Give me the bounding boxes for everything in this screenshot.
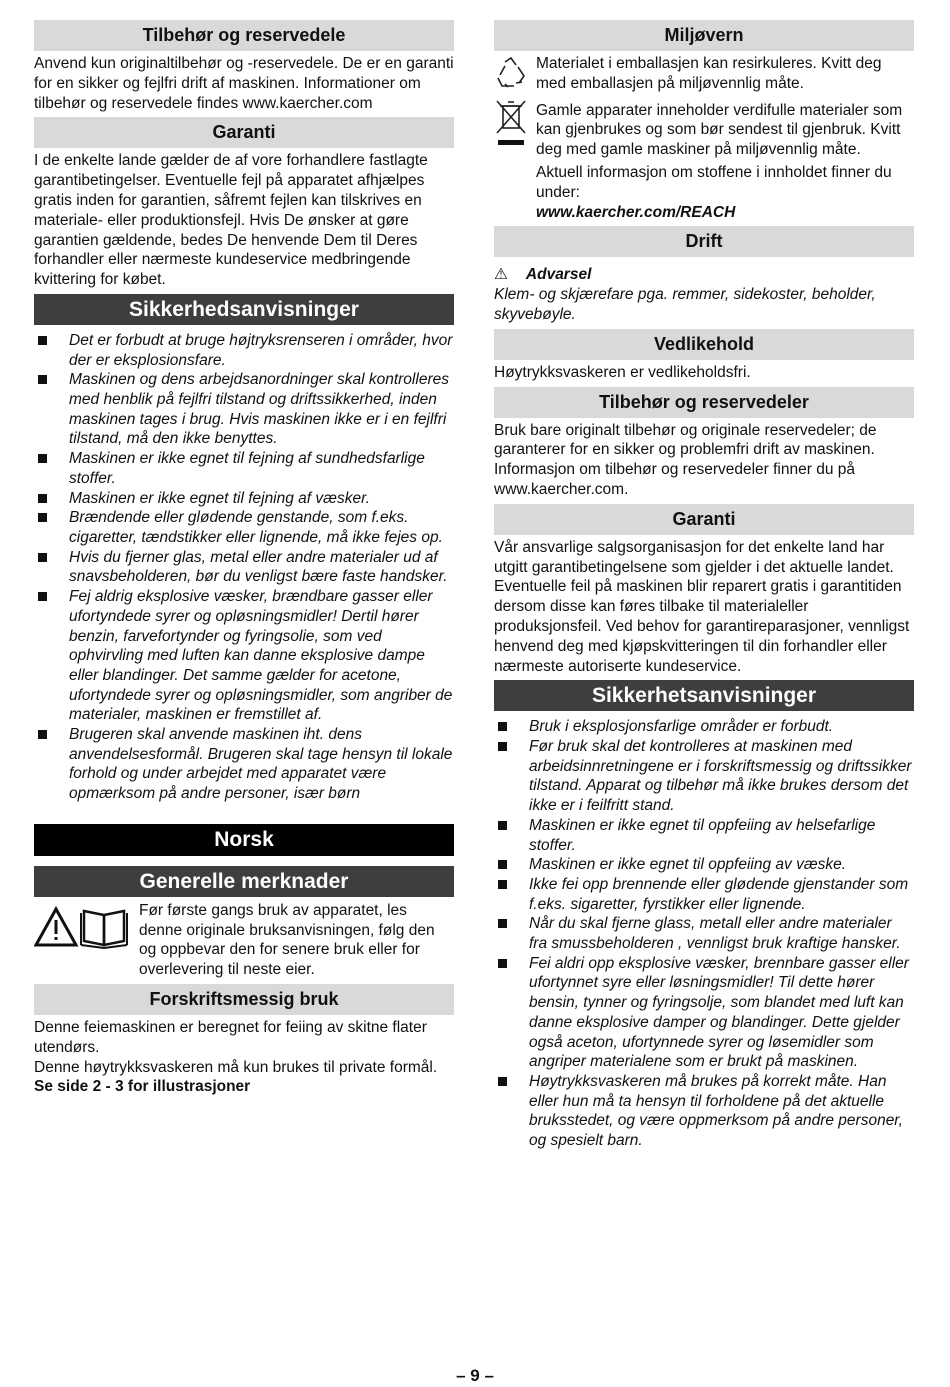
list-item: Hvis du fjerner glas, metal eller andre materialer ud af snavsbeholderen, bør du venligst bære faste handsker. bbox=[34, 548, 454, 587]
right-column bbox=[494, 20, 914, 1157]
section-title: Tilbehør og reservedeler bbox=[494, 387, 914, 418]
bullet-icon bbox=[498, 722, 507, 731]
list-item: Maskinen er ikke egnet til oppfeiing av helsefarlige stoffer. bbox=[494, 816, 914, 855]
left-column bbox=[34, 20, 454, 1097]
bullet-icon bbox=[38, 336, 47, 345]
bullet-icon bbox=[38, 375, 47, 384]
section-title: Garanti bbox=[494, 504, 914, 535]
list-item: Høytrykksvaskeren må brukes på korrekt måte. Han eller hun må ta hensyn til forholdene på det aktuelle bruksstedet, og være oppmerksom på andre personer, og spesielt barn. bbox=[494, 1072, 914, 1151]
section-title: Garanti bbox=[34, 117, 454, 148]
disposal-row bbox=[494, 98, 914, 227]
bullet-icon bbox=[498, 1077, 507, 1086]
section-title: Miljøvern bbox=[494, 20, 914, 51]
section-text: Gamle apparater inneholder verdifulle materialer som kan gjenbrukes og som bør sendest til gjenbruk. Kvitt deg med gamle maskiner på miljøvennlig måte. bbox=[536, 101, 903, 159]
bullet-icon bbox=[498, 959, 507, 968]
list-item: Brugeren skal anvende maskinen iht. dens anvendelsesformål. Brugeren skal tage hensyn til lokale forhold og under arbejdet med apparatet være opmærksom på andre personer, især børn bbox=[34, 725, 454, 804]
bullet-icon bbox=[38, 730, 47, 739]
section-text: Høytrykksvaskeren er vedlikeholdsfri. bbox=[494, 363, 751, 381]
warning-icon: ⚠ bbox=[494, 266, 508, 284]
section-text: Anvend kun originaltilbehør og -reservedele. De er en garanti for en sikker og fejlfri drift af maskinen. Informationer om tilbehør og reservedele findes www.kaercher.com bbox=[34, 55, 454, 112]
recycle-row bbox=[494, 51, 914, 98]
list-item: Før bruk skal det kontrolleres at maskinen med arbeidsinnretningene er i forskriftsmessig og driftssikker tilstand. Apparat og tilbehør må ikke brukes dersom det ikke er i feilfritt stand. bbox=[494, 737, 914, 816]
warning-heading: ⚠ Advarsel bbox=[494, 266, 592, 284]
crossed-bin-icon bbox=[494, 98, 528, 150]
bullet-icon bbox=[38, 513, 47, 522]
section-text: Aktuell informasjon om stoffene i innholdet finner du under: bbox=[536, 163, 892, 201]
section-text: Denne feiemaskinen er beregnet for feiing av skitne flater utendørs. bbox=[34, 1019, 427, 1056]
bullet-icon bbox=[498, 880, 507, 889]
notice-row bbox=[34, 897, 454, 984]
section-title: Forskriftsmessig bruk bbox=[34, 984, 454, 1015]
list-item: Maskinen er ikke egnet til fejning af sundhedsfarlige stoffer. bbox=[34, 449, 454, 488]
bullet-icon bbox=[498, 821, 507, 830]
illustration-reference: Se side 2 - 3 for illustrasjoner bbox=[34, 1078, 251, 1096]
page-number: – 9 – bbox=[456, 1366, 494, 1385]
list-item: Når du skal fjerne glass, metall eller andre materialer fra smussbeholderen , vennligst bruk kraftige hansker. bbox=[494, 914, 914, 953]
section-text: Før første gangs bruk av apparatet, les denne originale bruksanvisningen, følg den og oppbevar den for senere bruk eller for overlevering til neste eier. bbox=[139, 901, 435, 979]
section-text: I de enkelte lande gælder de af vore forhandlere fastlagte garantibetingelser. Eventuelle fejl på apparatet afhjælpes gratis inden for garantien, såfremt fejlen kan tilskrives en materiale- eller produktionsfejl. Hvis De ønsker at gøre garantien gældende, bedes De henvende Dem til Deres forhandler eller nærmeste kundeservice medbringende kvittering for købet. bbox=[34, 152, 428, 289]
list-item: Det er forbudt at bruge højtryksrenseren i områder, hvor der er eksplosionsfare. bbox=[34, 331, 454, 370]
list-item: Ikke fei opp brennende eller glødende gjenstander som f.eks. sigaretter, fyrstikker eller lignende. bbox=[494, 875, 914, 914]
list-item: Maskinen er ikke egnet til fejning af væsker. bbox=[34, 489, 454, 509]
section-text: Materialet i emballasjen kan resirkuleres. Kvitt deg med emballasjen på miljøvennlig måte. bbox=[536, 55, 882, 92]
recycle-icon bbox=[494, 56, 528, 90]
bullet-icon bbox=[498, 919, 507, 928]
bullet-icon bbox=[38, 494, 47, 503]
list-item: Fei aldri opp eksplosive væsker, brennbare gasser eller ufortynnet syre eller løsningsmidler! Til dette hører bensin, tynner og fyringsolje, som blandet med luft kan danne eksplosive damper og blandinger. Dette gjelder også aceton, ufortynnede syrer og løsemidler som angriper materialene som er brukt på maskinen. bbox=[494, 954, 914, 1072]
language-title: Norsk bbox=[34, 824, 454, 856]
section-title: Drift bbox=[494, 226, 914, 257]
section-title: Sikkerhetsanvisninger bbox=[494, 680, 914, 711]
bullet-icon bbox=[38, 454, 47, 463]
warning-text: Klem- og skjærefare pga. remmer, sidekoster, beholder, skyvebøyle. bbox=[494, 286, 876, 323]
list-item: Maskinen og dens arbejdsanordninger skal kontrolleres med henblik på fejlfri tilstand og driftssikkerhed, inden maskinen tages i brug. Hvis maskinen ikke er i en fejlfri tilstand, må den ikke benyttes. bbox=[34, 370, 454, 449]
list-item: Maskinen er ikke egnet til oppfeiing av væske. bbox=[494, 855, 914, 875]
section-title: Sikkerhedsanvisninger bbox=[34, 294, 454, 325]
list-item: Brændende eller glødende genstande, som f.eks. cigaretter, tændstikker eller lignende, må ikke fejes op. bbox=[34, 508, 454, 547]
section-title: Tilbehør og reservedele bbox=[34, 20, 454, 51]
section-text: Bruk bare originalt tilbehør og originale reservedeler; de garanterer for en sikker og problemfri drift av maskinen. Informasjon om tilbehør og reservedeler finner du på www.kaercher.com. bbox=[494, 421, 877, 498]
bullet-icon bbox=[38, 553, 47, 562]
bullet-icon bbox=[38, 592, 47, 601]
section-title: Vedlikehold bbox=[494, 329, 914, 360]
bullet-icon bbox=[498, 742, 507, 751]
section-text: Vår ansvarlige salgsorganisasjon for det enkelte land har utgitt garantibetingelsene som gjelder i det aktuelle landet. Eventuelle feil på maskinen blir reparert gratis i garantitiden dersom disse kan føres tilbake til materialeller produksjonsfeil. Ved behov for garantireparasjoner, vennligst henvend deg med kjøpskvitteringen til din forhandler eller nærmeste autoriserte kundeservice. bbox=[494, 538, 910, 675]
list-item: Bruk i eksplosjonsfarlige områder er forbudt. bbox=[494, 717, 914, 737]
section-text: Denne høytrykksvaskeren må kun brukes til private formål. bbox=[34, 1058, 438, 1076]
reach-link[interactable]: www.kaercher.com/REACH bbox=[536, 203, 736, 221]
bullet-list bbox=[34, 325, 454, 810]
section-title: Generelle merknader bbox=[34, 866, 454, 897]
bullet-list bbox=[494, 711, 914, 1156]
list-item: Fej aldrig eksplosive væsker, brændbare gasser eller ufortyndede syrer og opløsningsmidler! Dertil hører benzin, farvefortynder og fyringsolie, som ved ophvirvling med luften kan danne eksplosive dampe eller blandinger. Det samme gælder for acetone, ufortyndede syrer og opløsningsmidler, som angriber de materialer, maskinen er fremstillet af. bbox=[34, 587, 454, 725]
warning-book-icon bbox=[34, 905, 130, 949]
manual-icons bbox=[34, 901, 139, 954]
bullet-icon bbox=[498, 860, 507, 869]
